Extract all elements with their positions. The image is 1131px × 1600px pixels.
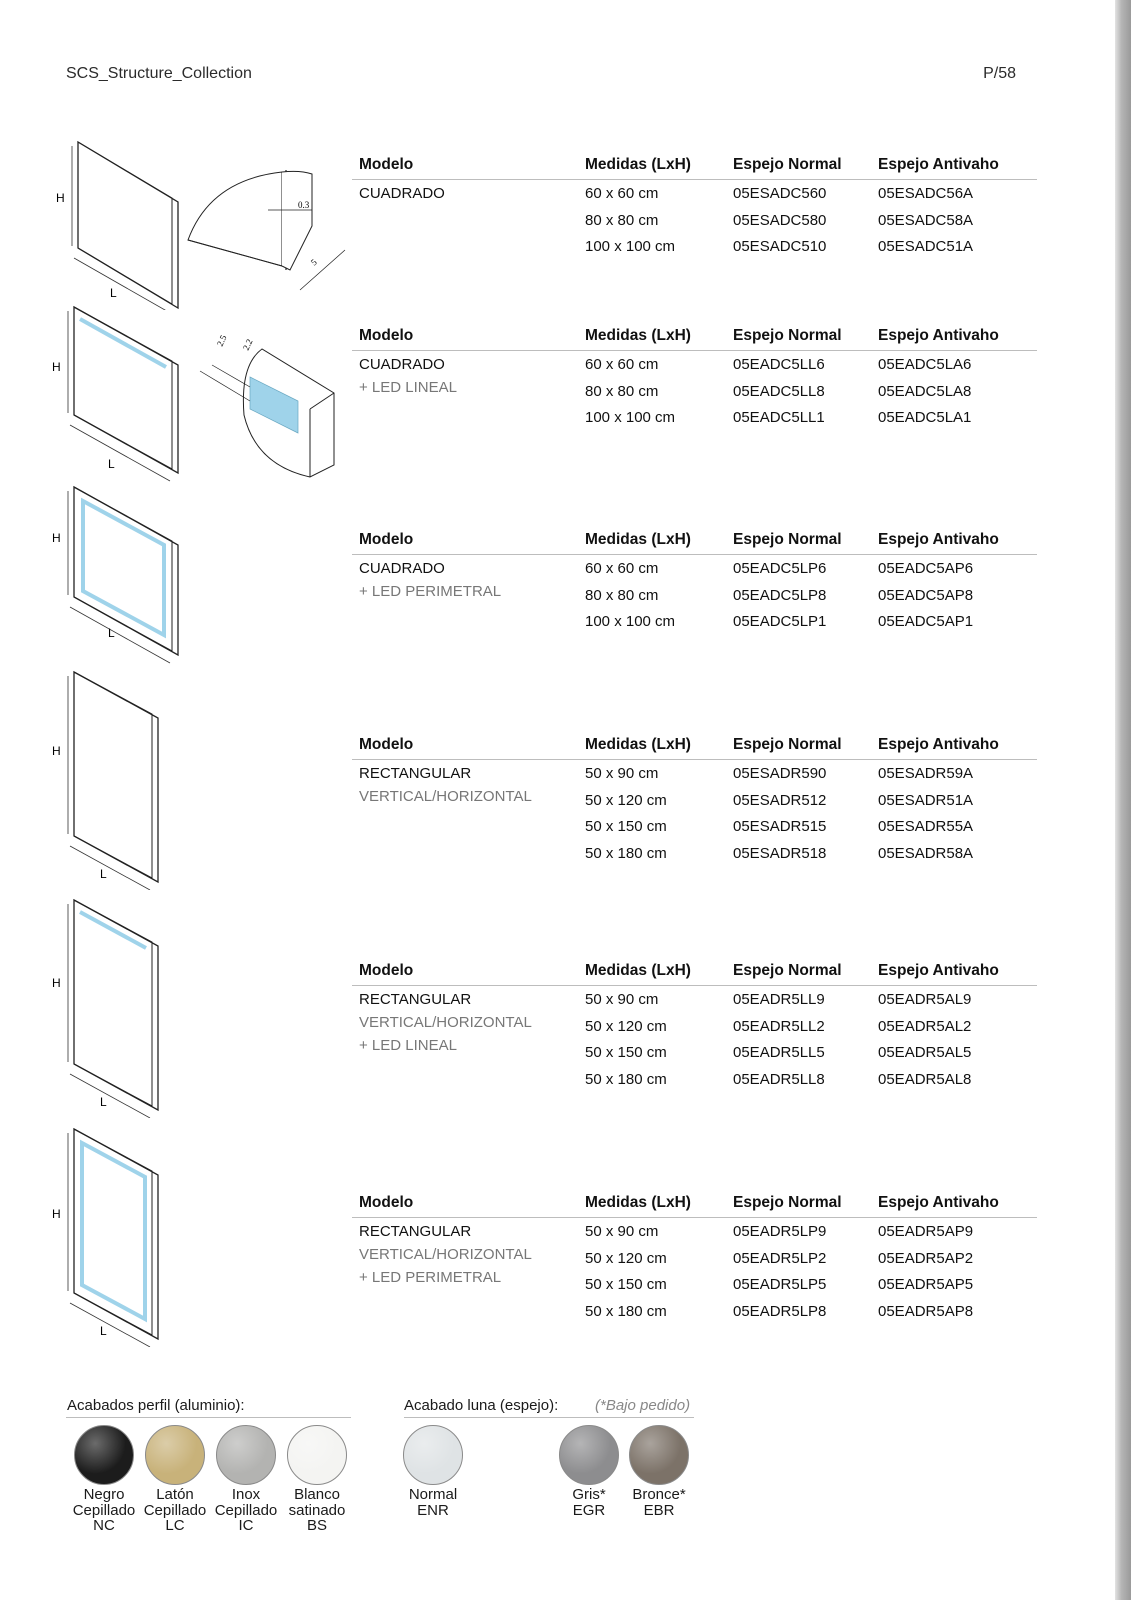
table-row: 100 x 100 cm 05EADC5LP1 05EADC5AP1 (585, 613, 974, 631)
profile-finishes-divider (66, 1417, 351, 1418)
swatch-label-normal: Normal ENR (408, 1486, 458, 1519)
swatch-laton[interactable] (145, 1425, 205, 1485)
mirror-finishes-title: Acabado luna (espejo): (404, 1397, 559, 1414)
svg-text:H: H (52, 1207, 61, 1221)
model-name: RECTANGULAR VERTICAL/HORIZONTAL (359, 765, 532, 805)
profile-finishes-title: Acabados perfil (aluminio): (67, 1397, 245, 1414)
table-row: 100 x 100 cm 05EADC5LL1 05EADC5LA1 (585, 409, 972, 427)
table-header: Modelo Medidas (LxH) Espejo Normal Espejo Antivaho (352, 732, 1037, 760)
svg-text:L: L (100, 1324, 107, 1338)
mirror-drawing-square (0, 130, 360, 310)
model-name: CUADRADO (359, 185, 445, 202)
spec-table (359, 958, 1037, 1092)
dim-h-label: H (56, 191, 65, 205)
swatch-label-inox: Inox Cepillado IC (214, 1486, 278, 1534)
model-name: CUADRADO + LED PERIMETRAL (359, 560, 502, 600)
spec-table (359, 323, 1037, 431)
model-name: RECTANGULAR VERTICAL/HORIZONTAL + LED LINEAL (359, 991, 532, 1054)
svg-text:H: H (52, 976, 61, 990)
dim-led-label: 2.5 (214, 333, 229, 348)
svg-text:L: L (100, 867, 107, 881)
swatch-gris[interactable] (559, 1425, 619, 1485)
swatch-label-laton: Latón Cepillado LC (143, 1486, 207, 1534)
table-row: 60 x 60 cm 05EADC5LP6 05EADC5AP6 (585, 560, 974, 577)
table-row: 60 x 60 cm 05EADC5LL6 05EADC5LA6 (585, 356, 972, 373)
swatch-normal[interactable] (403, 1425, 463, 1485)
spec-table (359, 152, 1037, 260)
swatch-blanco[interactable] (287, 1425, 347, 1485)
col-antivaho: Espejo Antivaho (878, 156, 999, 173)
swatch-bronce[interactable] (629, 1425, 689, 1485)
mirror-drawing-rectangular (0, 670, 200, 890)
table-row: 80 x 80 cm 05EADC5LP8 05EADC5AP8 (585, 586, 974, 604)
table-row: 50 x 150 cm 05EADR5LL5 05EADR5AL5 (585, 1044, 972, 1062)
on-request-note: (*Bajo pedido) (595, 1397, 691, 1414)
swatch-label-negro: Negro Cepillado NC (72, 1486, 136, 1534)
table-header: Modelo Medidas (LxH) Espejo Normal Espejo Antivaho (352, 527, 1037, 555)
col-model: Modelo (359, 156, 414, 173)
swatch-negro[interactable] (74, 1425, 134, 1485)
table-row: 50 x 180 cm 05EADR5LP8 05EADR5AP8 (585, 1302, 974, 1320)
mirror-drawing-square-led-perimetral (0, 485, 200, 665)
table-header: Modelo Medidas (LxH) Espejo Normal Espejo Antivaho (352, 958, 1037, 986)
col-normal: Espejo Normal (733, 156, 842, 173)
mirror-drawing-rectangular-led-linear (0, 898, 200, 1118)
table-row: 50 x 120 cm 05EADR5LL2 05EADR5AL2 (585, 1017, 972, 1035)
page-number: P/58 (983, 65, 1016, 82)
svg-text:L: L (100, 1095, 107, 1109)
svg-text:H: H (52, 744, 61, 758)
spec-table (359, 732, 1037, 866)
table-row: 50 x 120 cm 05EADR5LP2 05EADR5AP2 (585, 1249, 974, 1267)
swatch-label-bronce: Bronce* EBR (632, 1486, 686, 1519)
svg-text:H: H (52, 531, 61, 545)
table-row: 50 x 180 cm 05EADR5LL8 05EADR5AL8 (585, 1070, 972, 1088)
col-size: Medidas (LxH) (585, 156, 691, 173)
page-edge-shadow (1115, 0, 1131, 1600)
table-header: Modelo Medidas (LxH) Espejo Normal Espejo Antivaho (352, 1190, 1037, 1218)
mirror-drawing-rectangular-led-perimetral (0, 1127, 200, 1347)
collection-title: SCS_Structure_Collection (66, 65, 252, 82)
table-row: 50 x 180 cm 05ESADR518 05ESADR58A (585, 844, 974, 862)
table-header (352, 152, 1037, 180)
table-row: 100 x 100 cm 05ESADC510 05ESADC51A (585, 238, 974, 256)
table-row: 50 x 150 cm 05ESADR515 05ESADR55A (585, 818, 974, 836)
dim-led-width-label: 2.2 (240, 337, 255, 352)
model-name: CUADRADO + LED LINEAL (359, 356, 457, 396)
table-row: 50 x 150 cm 05EADR5LP5 05EADR5AP5 (585, 1276, 974, 1294)
swatch-inox[interactable] (216, 1425, 276, 1485)
mirror-drawing-square-led-linear (0, 305, 360, 485)
table-row: 80 x 80 cm 05ESADC580 05ESADC58A (585, 211, 974, 229)
svg-text:L: L (108, 457, 115, 471)
table-row: 50 x 90 cm 05EADR5LL9 05EADR5AL9 (585, 991, 972, 1008)
table-row: 50 x 90 cm 05EADR5LP9 05EADR5AP9 (585, 1223, 974, 1240)
mirror-finishes-divider (404, 1417, 694, 1418)
dim-thickness-label: 0.3 (298, 200, 310, 210)
swatch-label-gris: Gris* EGR (572, 1486, 606, 1519)
svg-text:L: L (108, 626, 115, 640)
spec-table (359, 1190, 1037, 1324)
spec-table (359, 527, 1037, 635)
table-row: 60 x 60 cm 05ESADC560 05ESADC56A (585, 185, 974, 202)
dim-l-label: L (110, 286, 117, 300)
table-header: Modelo Medidas (LxH) Espejo Normal Espejo Antivaho (352, 323, 1037, 351)
model-name: RECTANGULAR VERTICAL/HORIZONTAL + LED PERIMETRAL (359, 1223, 532, 1286)
dim-depth-label: 5 (308, 256, 319, 268)
svg-text:H: H (52, 360, 61, 374)
swatch-label-blanco: Blanco satinado BS (288, 1486, 346, 1534)
table-row: 50 x 120 cm 05ESADR512 05ESADR51A (585, 791, 974, 809)
table-row: 80 x 80 cm 05EADC5LL8 05EADC5LA8 (585, 382, 972, 400)
table-row: 50 x 90 cm 05ESADR590 05ESADR59A (585, 765, 974, 782)
